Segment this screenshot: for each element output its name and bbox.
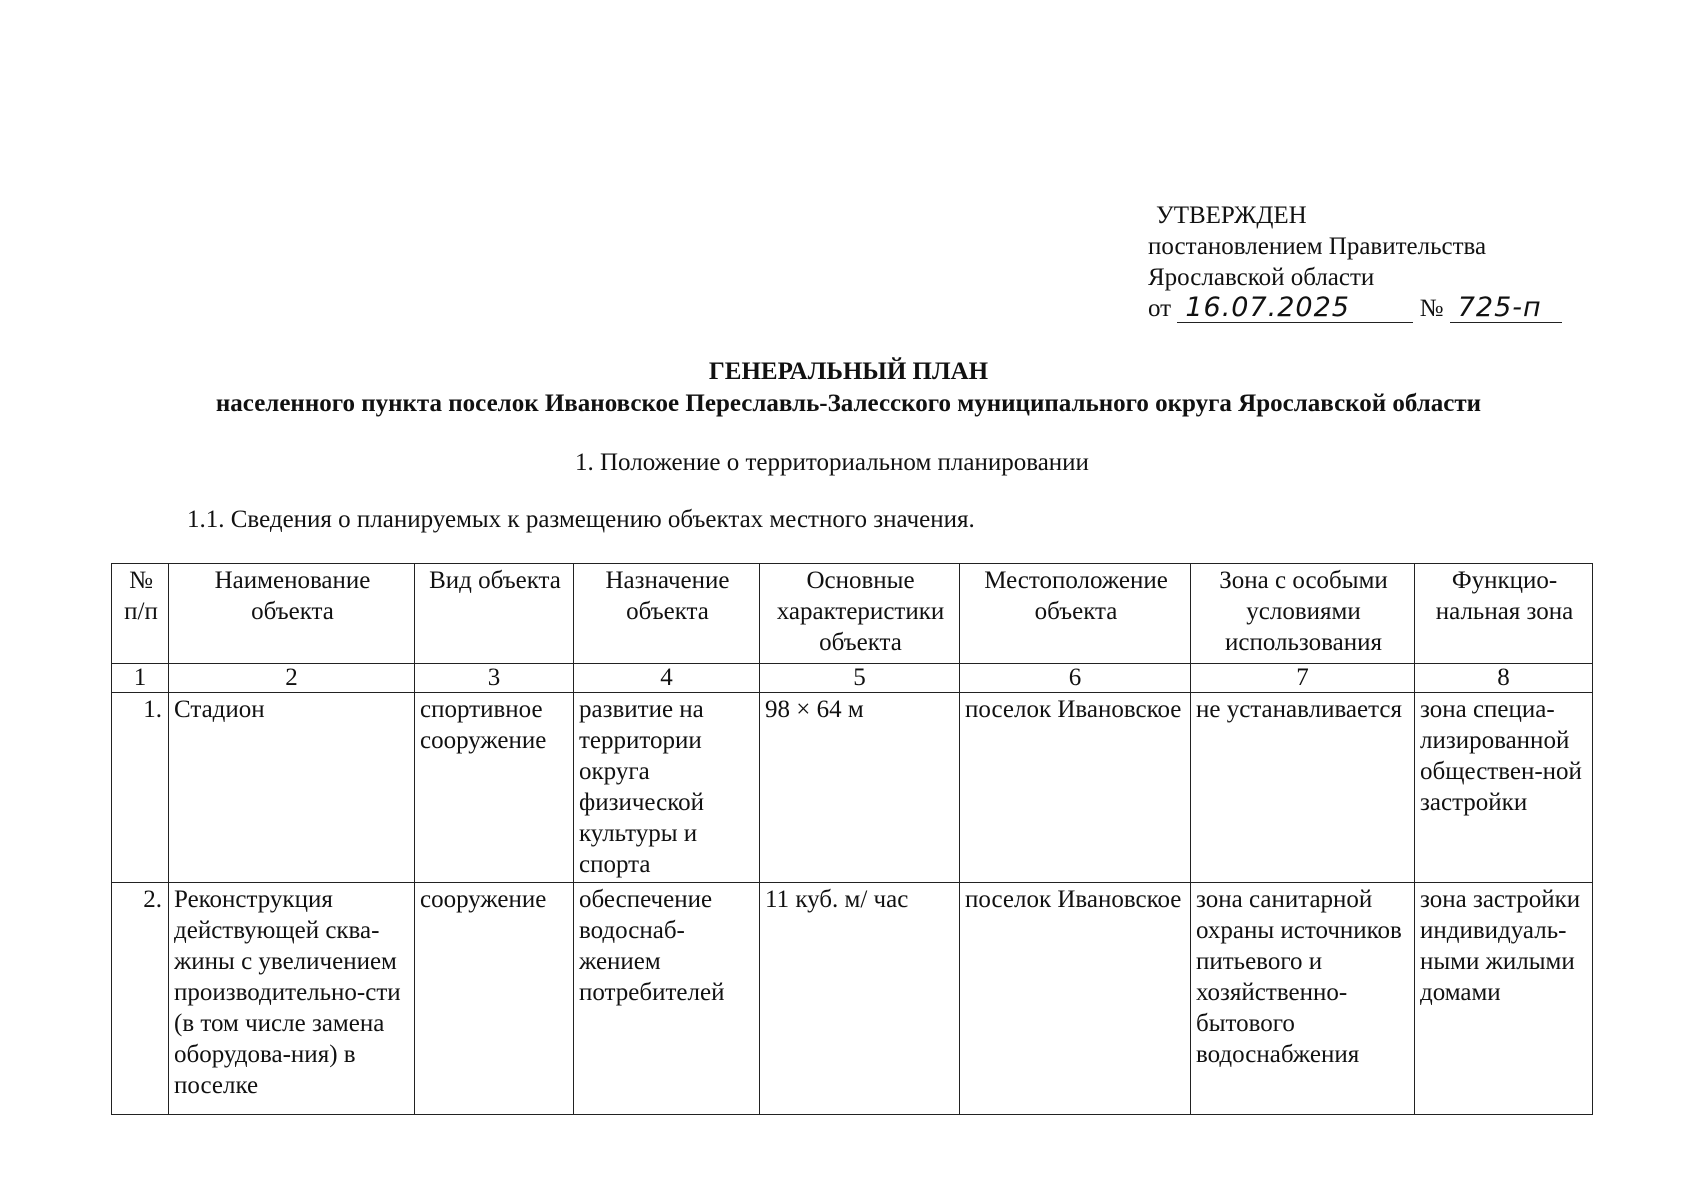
subsection-heading: 1.1. Сведения о планируемых к размещению объектах местного значения. [187, 506, 975, 533]
header-cell: Функцио-нальная зона [1415, 564, 1593, 664]
column-number: 7 [1191, 664, 1415, 693]
object-location: поселок Ивановское [960, 693, 1191, 883]
header-cell: Наименование объекта [169, 564, 415, 664]
functional-zone: зона специа-лизированной обществен-ной застройки [1415, 693, 1593, 883]
approval-heading: УТВЕРЖДЕН [1156, 202, 1307, 229]
column-number: 5 [760, 664, 960, 693]
object-type: сооружение [415, 883, 574, 1115]
approval-line-1: постановлением Правительства [1148, 233, 1487, 260]
table-header-row [112, 564, 1593, 664]
column-number: 3 [415, 664, 574, 693]
special-zone: не устанавливается [1191, 693, 1415, 883]
object-location: поселок Ивановское [960, 883, 1191, 1115]
date-prefix: от [1148, 295, 1172, 322]
special-zone: зона санитарной охраны источников питьевого и хозяйственно-бытового водоснабжения [1191, 883, 1415, 1115]
header-cell: Назначение объекта [574, 564, 760, 664]
object-characteristics: 11 куб. м/ час [760, 883, 960, 1115]
number-prefix: № [1419, 295, 1444, 322]
header-cell: Основные характеристики объекта [760, 564, 960, 664]
document-title: ГЕНЕРАЛЬНЫЙ ПЛАН [708, 358, 989, 385]
column-number: 2 [169, 664, 415, 693]
header-cell: № п/п [112, 564, 169, 664]
document-subtitle: населенного пункта поселок Ивановское Переславль-Залесского муниципального округа Ярославской области [215, 390, 1482, 417]
column-number-row [112, 664, 1593, 693]
section-heading: 1. Положение о территориальном планировании [575, 449, 1089, 476]
object-name: Стадион [169, 693, 415, 883]
object-name: Реконструкция действующей сква-жины с увеличением производительно-сти (в том числе замена оборудова-ния) в поселке [169, 883, 415, 1115]
object-purpose: развитие на территории округа физической культуры и спорта [574, 693, 760, 883]
header-cell: Вид объекта [415, 564, 574, 664]
object-characteristics: 98 × 64 м [760, 693, 960, 883]
object-purpose: обеспечение водоснаб-жением потребителей [574, 883, 760, 1115]
approval-date-line [1148, 293, 1562, 324]
header-cell: Местоположение объекта [960, 564, 1191, 664]
approval-line-2: Ярославской области [1148, 264, 1375, 291]
row-number: 1. [112, 693, 169, 883]
objects-table [111, 563, 1593, 1115]
header-cell: Зона с особыми условиями использования [1191, 564, 1415, 664]
object-type: спортивное сооружение [415, 693, 574, 883]
approval-stamp [1148, 200, 1562, 324]
column-number: 4 [574, 664, 760, 693]
functional-zone: зона застройки индивидуаль-ными жилыми домами [1415, 883, 1593, 1115]
column-number: 1 [112, 664, 169, 693]
table-row [112, 883, 1593, 1115]
approval-number: 725-п [1450, 293, 1562, 323]
approval-date: 16.07.2025 [1177, 293, 1413, 323]
row-number: 2. [112, 883, 169, 1115]
column-number: 6 [960, 664, 1191, 693]
column-number: 8 [1415, 664, 1593, 693]
table-row [112, 693, 1593, 883]
